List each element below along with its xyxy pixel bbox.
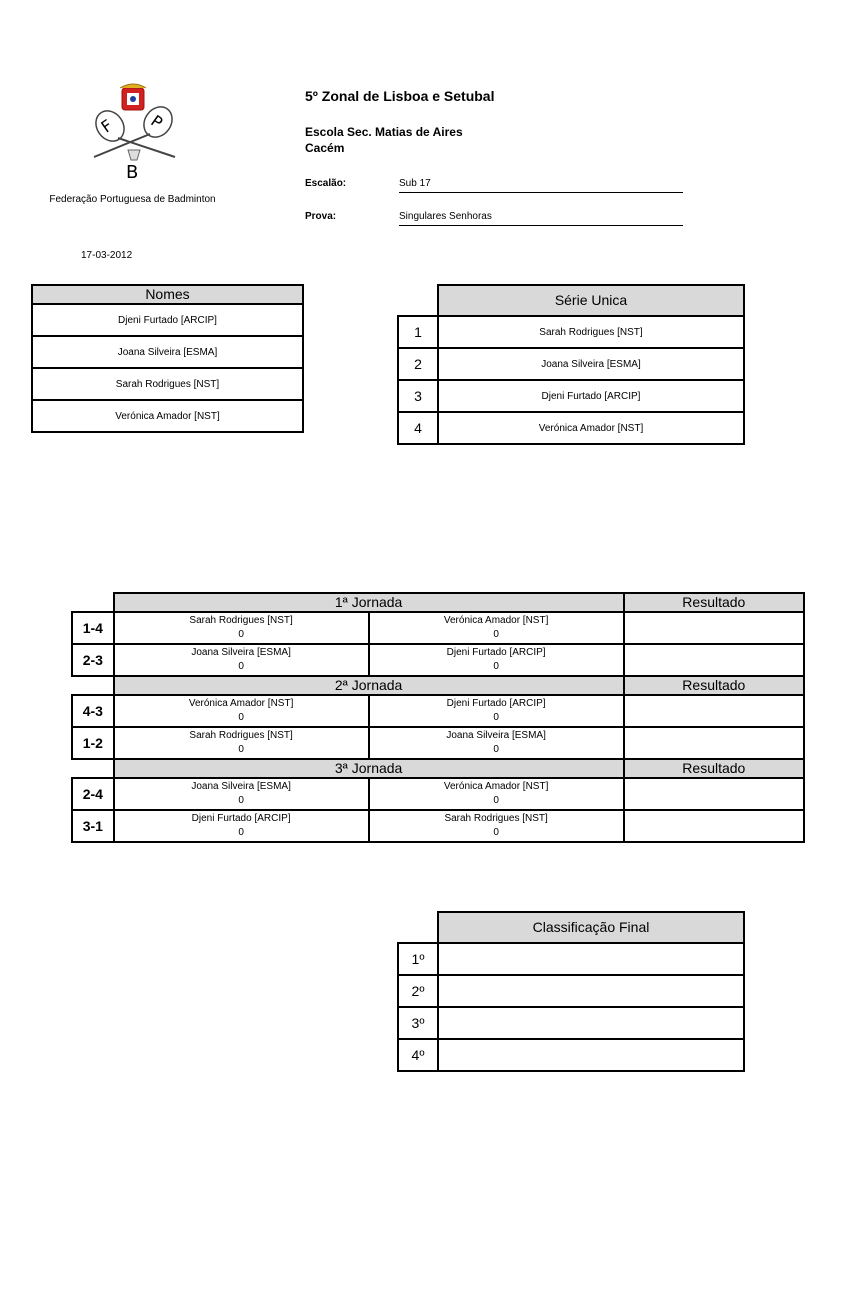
player-score: 0 — [493, 661, 499, 672]
place-label: 3º — [398, 1007, 438, 1039]
match-player-2 — [369, 727, 624, 759]
match-player-1 — [114, 612, 369, 644]
place-value[interactable] — [438, 943, 744, 975]
round-title: 1ª Jornada — [114, 593, 624, 612]
match-row — [72, 778, 804, 810]
player-name: Verónica Amador [NST] — [188, 698, 294, 709]
match-code: 1-2 — [72, 727, 114, 759]
match-player-2 — [369, 644, 624, 676]
match-row — [72, 695, 804, 727]
series-table — [397, 284, 745, 445]
logo-letter-p: P — [147, 111, 167, 133]
final-header: Classificação Final — [438, 912, 744, 943]
player-name: Sarah Rodrigues [NST] — [189, 615, 293, 626]
match-result[interactable] — [624, 778, 804, 810]
series-seed: 4 — [398, 412, 438, 444]
names-header: Nomes — [32, 285, 303, 304]
escalao-value: Sub 17 — [399, 178, 683, 193]
match-code: 4-3 — [72, 695, 114, 727]
series-corner — [398, 285, 438, 316]
player-name: Verónica Amador [NST] — [443, 615, 549, 626]
series-player: Djeni Furtado [ARCIP] — [438, 380, 744, 412]
final-classification — [397, 911, 745, 1072]
match-row — [72, 727, 804, 759]
match-player-1 — [114, 778, 369, 810]
match-schedule — [71, 592, 805, 843]
place-value[interactable] — [438, 1039, 744, 1071]
round-title: 2ª Jornada — [114, 676, 624, 695]
player-name: Joana Silveira [ESMA] — [191, 647, 291, 658]
series-seed: 2 — [398, 348, 438, 380]
logo-letter-b: B — [126, 162, 139, 180]
series-header: Série Unica — [438, 285, 744, 316]
name-cell: Joana Silveira [ESMA] — [32, 336, 303, 368]
escalao-label: Escalão: — [305, 178, 347, 189]
round-title: 3ª Jornada — [114, 759, 624, 778]
name-cell: Sarah Rodrigues [NST] — [32, 368, 303, 400]
name-cell: Djeni Furtado [ARCIP] — [32, 304, 303, 336]
player-score: 0 — [493, 795, 499, 806]
federation-name: Federação Portuguesa de Badminton — [49, 194, 216, 205]
match-code: 1-4 — [72, 612, 114, 644]
player-name: Djeni Furtado [ARCIP] — [446, 647, 546, 658]
series-player: Joana Silveira [ESMA] — [438, 348, 744, 380]
player-name: Joana Silveira [ESMA] — [446, 730, 546, 741]
match-player-1 — [114, 695, 369, 727]
match-result[interactable] — [624, 644, 804, 676]
player-score: 0 — [493, 629, 499, 640]
player-score: 0 — [493, 712, 499, 723]
player-name: Djeni Furtado [ARCIP] — [191, 813, 291, 824]
match-row — [72, 612, 804, 644]
player-score: 0 — [238, 712, 244, 723]
logo-letter-f: F — [97, 115, 116, 137]
match-player-1 — [114, 727, 369, 759]
place-label: 2º — [398, 975, 438, 1007]
venue-city: Cacém — [305, 141, 345, 155]
player-score: 0 — [238, 744, 244, 755]
federation-logo — [80, 80, 190, 180]
match-player-2 — [369, 695, 624, 727]
prova-label: Prova: — [305, 211, 337, 222]
match-code: 3-1 — [72, 810, 114, 842]
badminton-logo-icon — [80, 80, 190, 180]
player-score: 0 — [493, 827, 499, 838]
place-label: 1º — [398, 943, 438, 975]
match-code: 2-3 — [72, 644, 114, 676]
prova-value: Singulares Senhoras — [399, 211, 683, 226]
venue — [305, 124, 463, 156]
player-name: Sarah Rodrigues [NST] — [444, 813, 548, 824]
match-player-2 — [369, 778, 624, 810]
match-row — [72, 810, 804, 842]
series-player: Sarah Rodrigues [NST] — [438, 316, 744, 348]
event-date: 17-03-2012 — [81, 250, 133, 261]
match-row — [72, 644, 804, 676]
match-player-1 — [114, 810, 369, 842]
player-name: Sarah Rodrigues [NST] — [189, 730, 293, 741]
match-player-2 — [369, 612, 624, 644]
player-score: 0 — [238, 629, 244, 640]
player-name: Verónica Amador [NST] — [443, 781, 549, 792]
tournament-title: 5º Zonal de Lisboa e Setubal — [305, 88, 495, 104]
place-value[interactable] — [438, 1007, 744, 1039]
place-label: 4º — [398, 1039, 438, 1071]
match-result[interactable] — [624, 727, 804, 759]
match-player-1 — [114, 644, 369, 676]
series-player: Verónica Amador [NST] — [438, 412, 744, 444]
match-result[interactable] — [624, 612, 804, 644]
player-score: 0 — [238, 661, 244, 672]
result-header: Resultado — [624, 759, 804, 778]
series-seed: 3 — [398, 380, 438, 412]
series-seed: 1 — [398, 316, 438, 348]
player-score: 0 — [238, 827, 244, 838]
name-cell: Verónica Amador [NST] — [32, 400, 303, 432]
player-score: 0 — [238, 795, 244, 806]
player-score: 0 — [493, 744, 499, 755]
result-header: Resultado — [624, 676, 804, 695]
match-result[interactable] — [624, 810, 804, 842]
place-value[interactable] — [438, 975, 744, 1007]
player-name: Djeni Furtado [ARCIP] — [446, 698, 546, 709]
venue-school: Escola Sec. Matias de Aires — [305, 125, 463, 139]
result-header: Resultado — [624, 593, 804, 612]
names-table — [31, 284, 304, 433]
player-name: Joana Silveira [ESMA] — [191, 781, 291, 792]
match-player-2 — [369, 810, 624, 842]
match-result[interactable] — [624, 695, 804, 727]
match-code: 2-4 — [72, 778, 114, 810]
